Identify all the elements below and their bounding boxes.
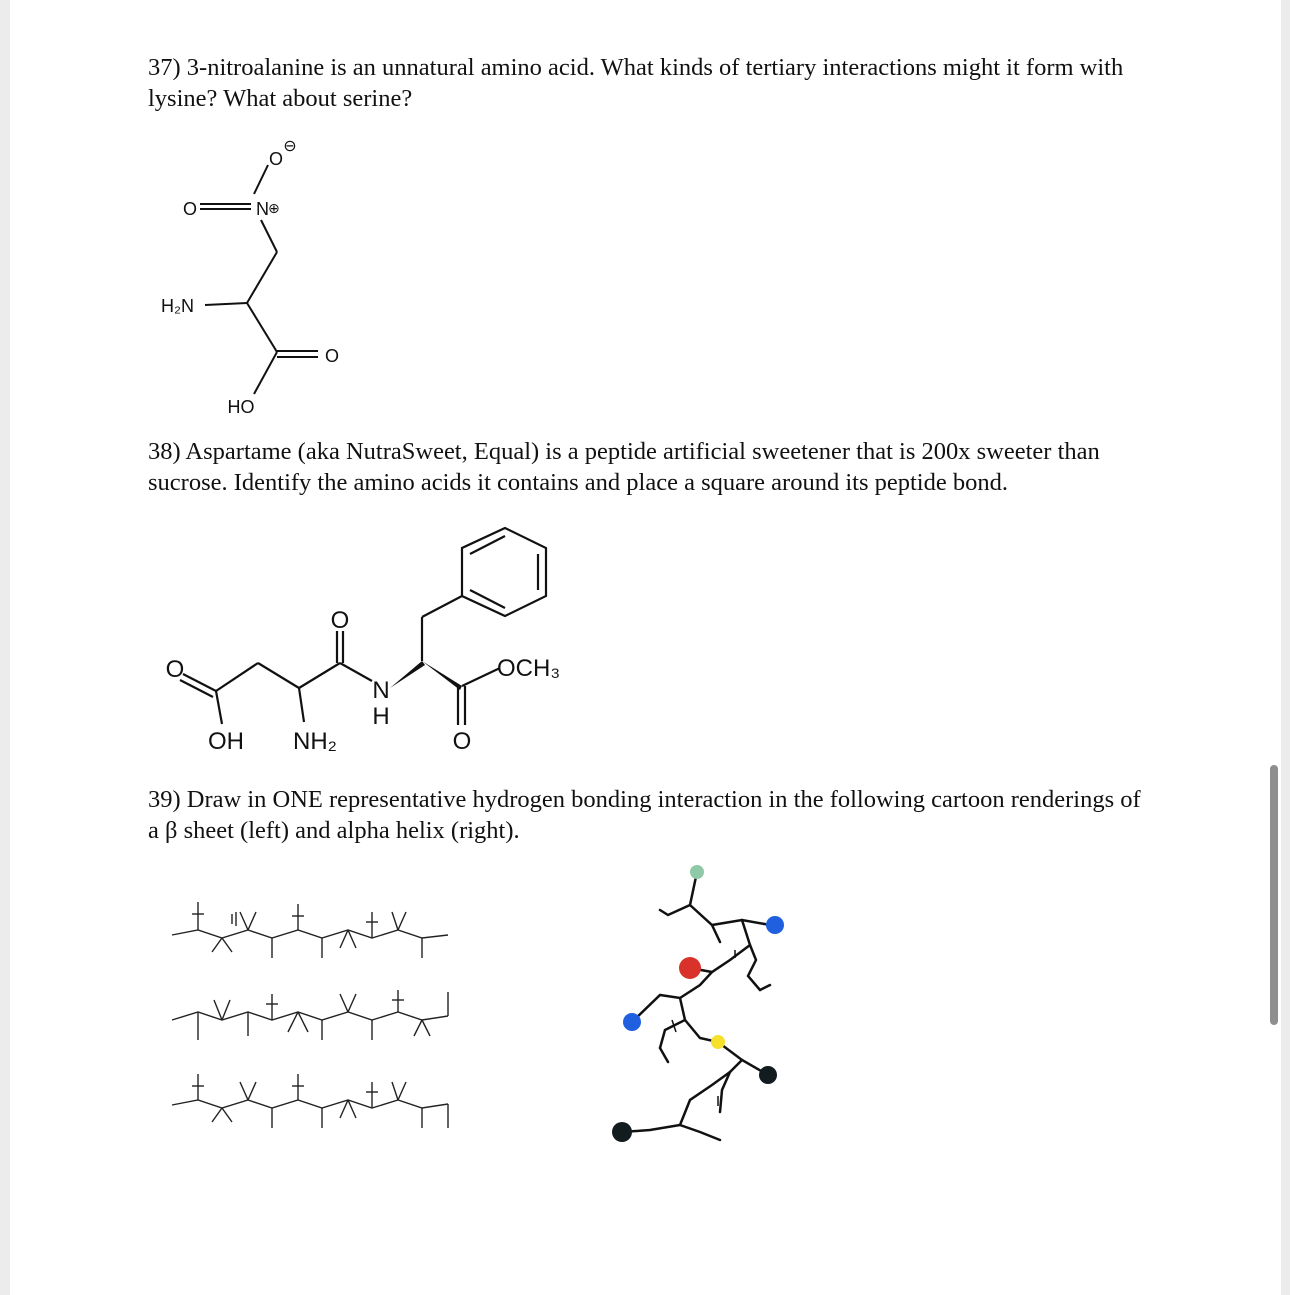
nitroalanine-structure	[150, 130, 390, 425]
nitro-n: N	[256, 199, 269, 219]
nitro-o-minus: O	[268, 149, 284, 169]
nitro-o-double: O	[182, 199, 198, 219]
minus-charge: ⊖	[283, 138, 297, 155]
acid-oh: OH	[208, 728, 244, 755]
amide-o: O	[330, 607, 350, 634]
acid-o: O	[165, 656, 185, 683]
hydroxyl-group: HO	[227, 397, 255, 417]
question-39-text: 39) Draw in ONE representative hydrogen bonding interaction in the following cartoon renderings of a β sheet (left) and alpha helix (right).	[148, 786, 1141, 844]
beta-sheet-cartoon	[165, 885, 475, 1155]
aspartame-structure	[160, 515, 580, 760]
question-38-text: 38) Aspartame (aka NutraSweet, Equal) is a peptide artificial sweetener that is 200x sweeter than sucrose. Identify the amino acids it contains and place a square around its peptide bond.	[148, 438, 1100, 496]
ester-o: O	[452, 728, 472, 755]
alpha-helix-cartoon	[600, 860, 810, 1155]
vertical-scrollbar[interactable]	[1270, 765, 1278, 1025]
amine-group: H₂N	[161, 296, 194, 316]
methoxy-group: OCH₃	[497, 655, 561, 682]
plus-charge: ⊕	[268, 200, 280, 216]
amide-n: N	[372, 677, 390, 704]
amide-h: H	[372, 703, 390, 730]
carbonyl-o: O	[324, 346, 340, 366]
amino-nh2: NH₂	[293, 728, 337, 755]
question-37-text: 37) 3-nitroalanine is an unnatural amino acid. What kinds of tertiary interactions might it form with lysine? What about serine?	[148, 54, 1124, 112]
